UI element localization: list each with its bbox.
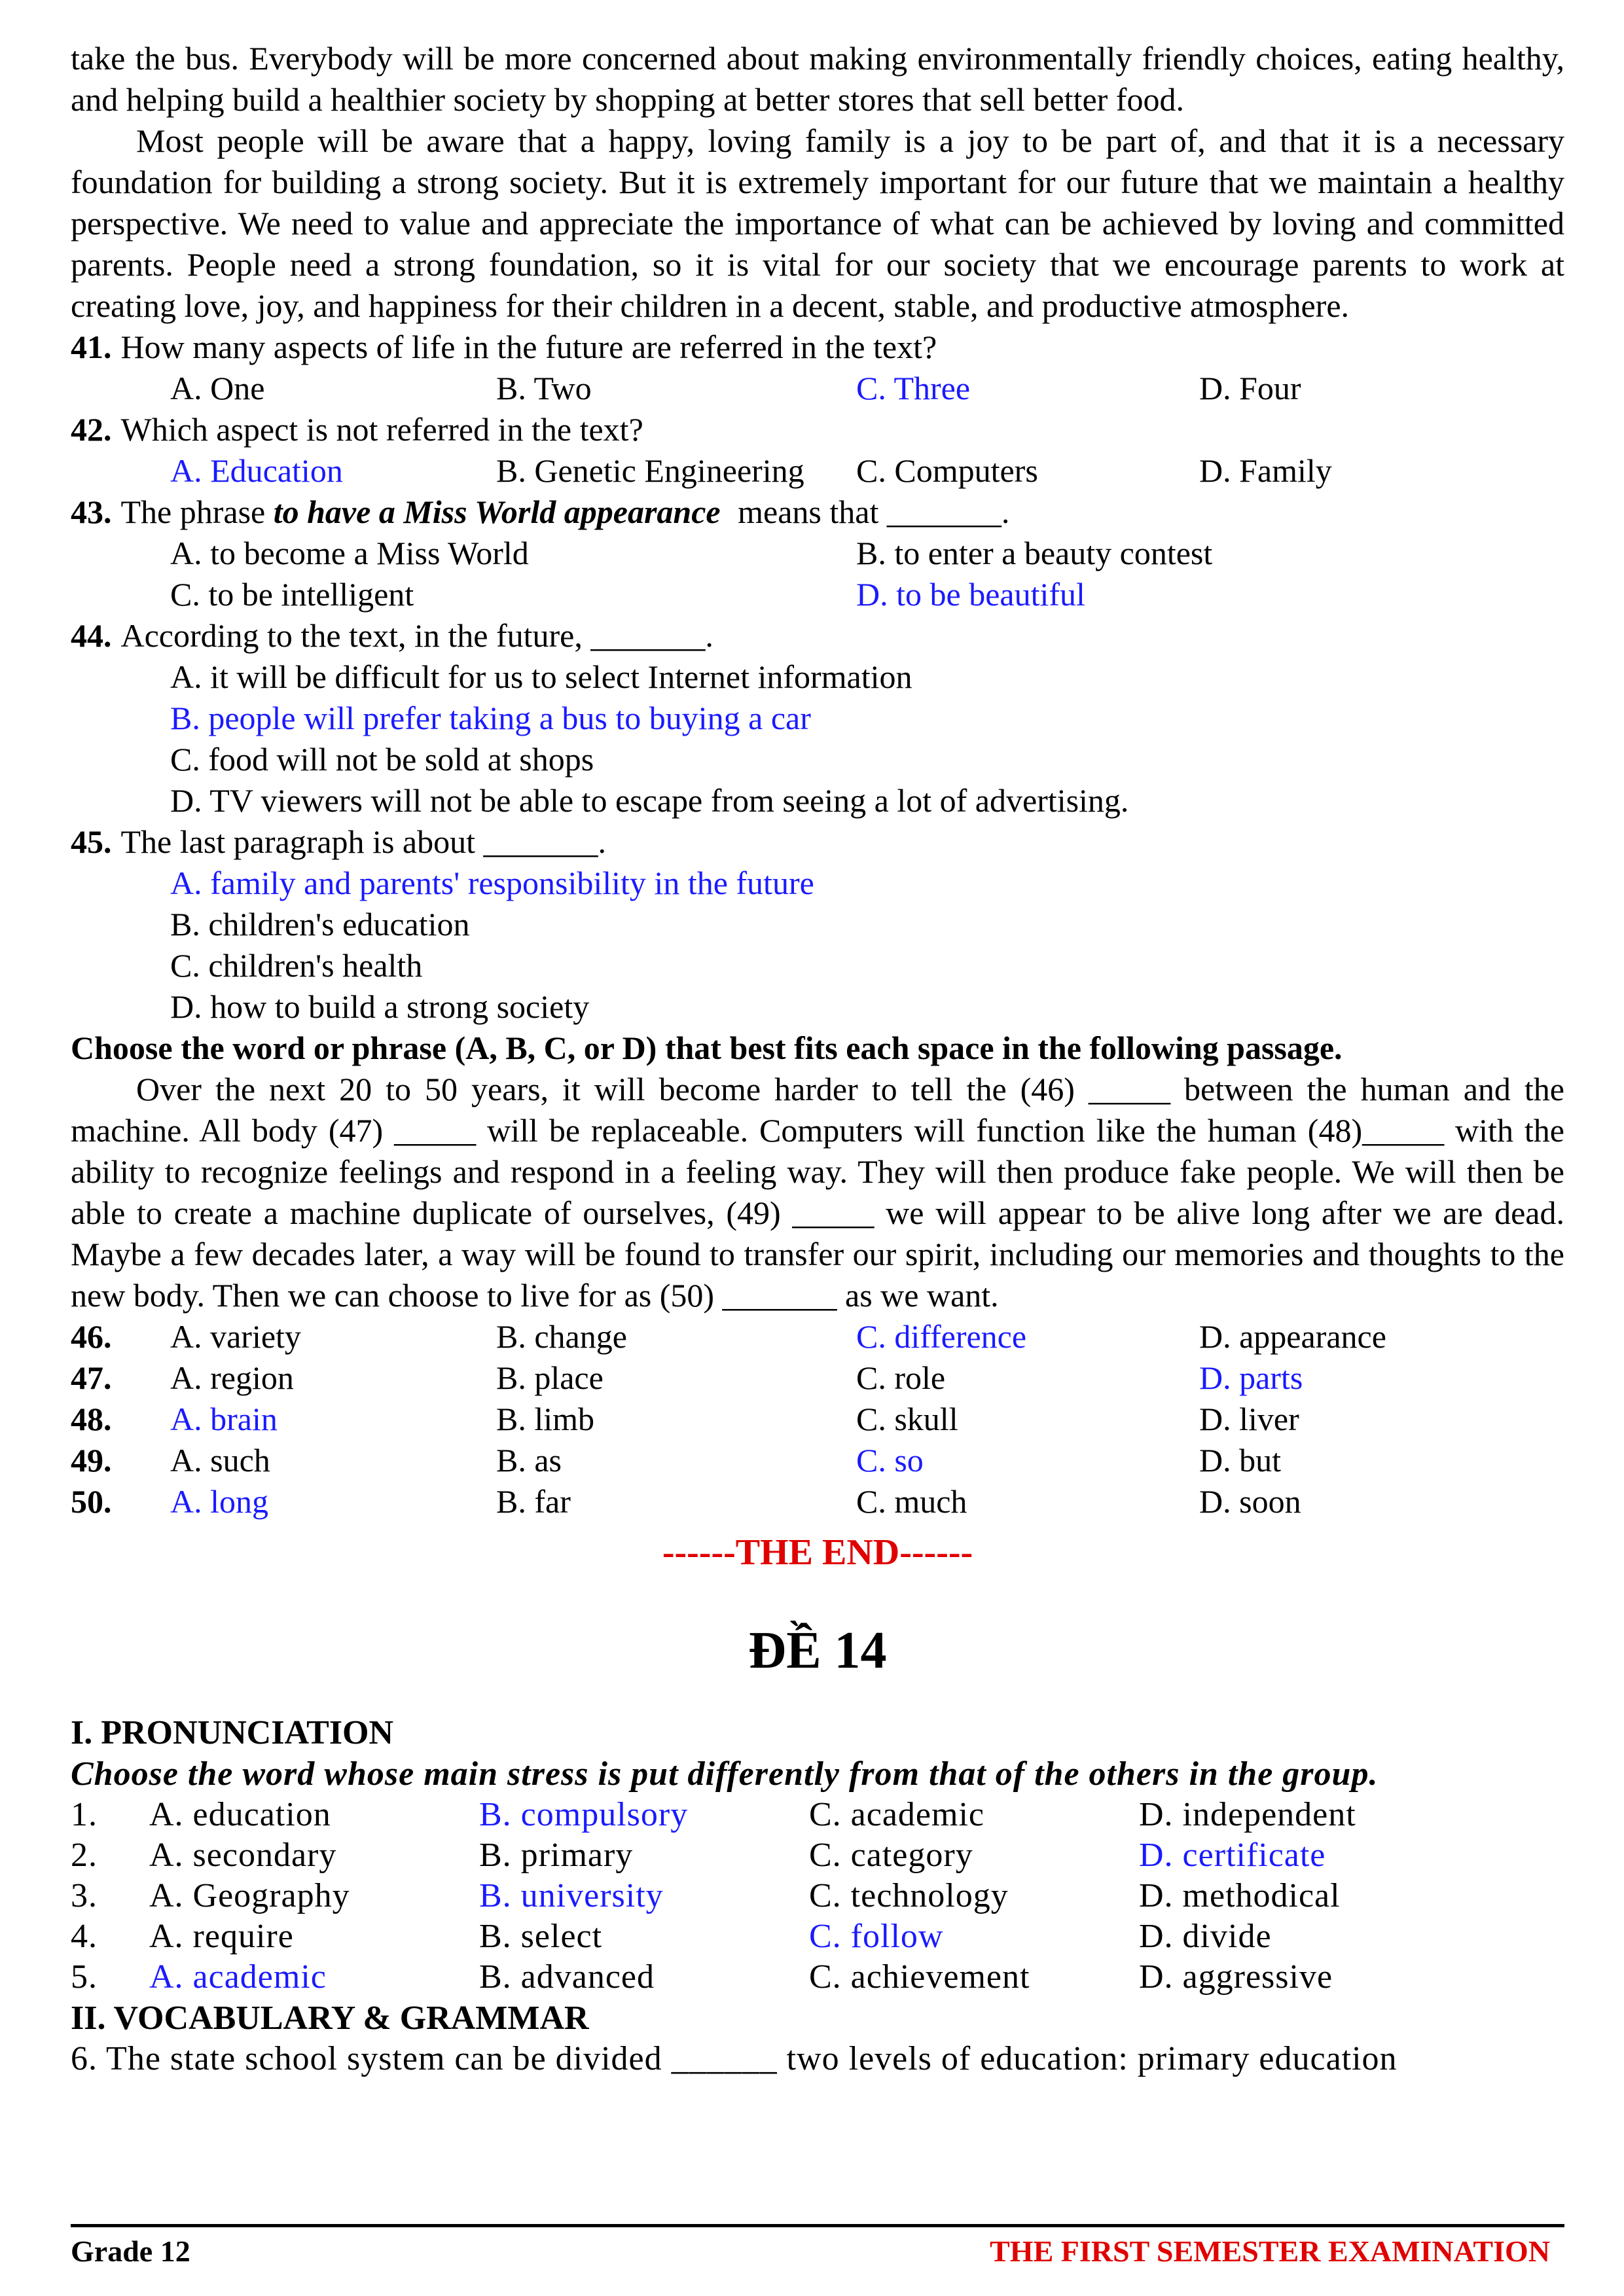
option-b-answer: B. compulsory — [479, 1796, 689, 1833]
cloze-passage: Over the next 20 to 50 years, it will become harder to tell the (46) _____ between the human and the machine. All body (47) _____ will be replaceable. Computers will function like the human (48)_____ with the ability to recognize feelings and respond in a feeling way. They will then produce fake people. We will then be able to create a machine duplicate of ourselves, (49) _____ we will appear to be alive long after we are dead. Maybe a few decades later, a way will be found to transfer our spirit, including our memories and thoughts to the new body. Then we can choose to live for as (50) _______ as we want. — [71, 1071, 1564, 1314]
option-d: D. appearance — [1199, 1318, 1386, 1355]
question-43 — [71, 492, 1564, 533]
passage-paragraph: take the bus. Everybody will be more concerned about making environmentally friendly choices, eating healthy, and helping build a healthier society by shopping at better stores that sell better food. — [71, 40, 1564, 118]
option-c: C. food will not be sold at shops — [170, 741, 594, 778]
option-b: B. primary — [479, 1837, 634, 1874]
cloze-item-47 — [71, 1357, 1564, 1399]
option-b-answer: B. people will prefer taking a bus to buying a car — [170, 700, 811, 736]
option-d: D. divide — [1139, 1918, 1272, 1955]
option-c: C. children's health — [170, 947, 423, 984]
pronunciation-item-4 — [71, 1916, 1564, 1957]
pronunciation-item-3 — [71, 1876, 1564, 1916]
question-45 — [71, 821, 1564, 863]
question-number: 5. — [71, 1958, 98, 1996]
question-number: 3. — [71, 1877, 98, 1914]
option-d: D. but — [1199, 1442, 1281, 1479]
option-a: A. it will be difficult for us to select Internet information — [170, 658, 912, 695]
section-instruction: Choose the word whose main stress is put differently from that of the others in the group. — [71, 1755, 1379, 1793]
option-b: B. children's education — [170, 906, 470, 942]
question-number: 49. — [71, 1442, 112, 1479]
option-a: A. education — [149, 1796, 331, 1833]
the-end-banner: ------THE END------ — [662, 1532, 973, 1573]
footer-divider — [71, 2224, 1564, 2227]
option-c: C. technology — [809, 1877, 1009, 1914]
option-d: D. methodical — [1139, 1877, 1341, 1914]
exam-page — [71, 38, 1564, 2079]
cloze-item-48 — [71, 1399, 1564, 1440]
option-b: B. Two — [496, 370, 592, 406]
option-b: B. far — [496, 1483, 571, 1520]
option-d: D. Four — [1199, 370, 1301, 406]
option-a: A. variety — [170, 1318, 301, 1355]
option-b: B. limb — [496, 1401, 595, 1437]
option-a: A. Geography — [149, 1877, 350, 1914]
question-text: According to the text, in the future, _______. — [120, 617, 713, 654]
question-number: 43. — [71, 493, 112, 530]
option-c-answer: C. difference — [856, 1318, 1027, 1355]
option-c: C. Computers — [856, 452, 1038, 489]
option-d: D. Family — [1199, 452, 1332, 489]
pronunciation-item-1 — [71, 1795, 1564, 1835]
option-b: B. advanced — [479, 1958, 655, 1996]
option-a: A. secondary — [149, 1837, 337, 1874]
option-a: A. One — [170, 370, 265, 406]
footer-grade: Grade 12 — [71, 2234, 190, 2268]
option-d: D. soon — [1199, 1483, 1301, 1520]
passage-paragraph: Most people will be aware that a happy, loving family is a joy to be part of, and that it is a necessary foundation for building a strong society. But it is extremely important for our future that we maintain a healthy perspective. We need to value and appreciate the importance of what can be achieved by loving and committed parents. People need a strong foundation, so it is vital for our society that we encourage parents to work at creating love, joy, and happiness for their children in a decent, stable, and productive atmosphere. — [71, 122, 1564, 324]
option-d: D. how to build a strong society — [170, 988, 590, 1025]
question-number: 48. — [71, 1401, 112, 1437]
exam-title: ĐỀ 14 — [748, 1622, 887, 1679]
section-heading: I. PRONUNCIATION — [71, 1714, 394, 1751]
option-a-answer: A. family and parents' responsibility in the future — [170, 865, 814, 901]
option-d: D. liver — [1199, 1401, 1299, 1437]
options-43-row2 — [71, 574, 1564, 615]
question-text: Which aspect is not referred in the text? — [120, 411, 643, 448]
option-a-answer: A. long — [170, 1483, 268, 1520]
option-a-answer: A. brain — [170, 1401, 278, 1437]
option-a: A. such — [170, 1442, 270, 1479]
cloze-item-49 — [71, 1440, 1564, 1481]
option-c: C. skull — [856, 1401, 958, 1437]
question-text: The phrase — [120, 493, 274, 530]
question-44 — [71, 615, 1564, 656]
option-b: B. Genetic Engineering — [496, 452, 804, 489]
option-a: A. to become a Miss World — [170, 535, 529, 571]
question-number: 50. — [71, 1483, 112, 1520]
question-number: 46. — [71, 1318, 112, 1355]
key-phrase: to have a Miss World appearance — [273, 493, 721, 530]
question-number: 1. — [71, 1796, 98, 1833]
option-b: B. select — [479, 1918, 603, 1955]
option-c-answer: C. follow — [809, 1918, 944, 1955]
option-c: C. achievement — [809, 1958, 1030, 1996]
cloze-item-46 — [71, 1316, 1564, 1357]
question-41 — [71, 327, 1564, 368]
question-number: 41. — [71, 329, 112, 365]
question-number: 2. — [71, 1837, 98, 1874]
question-6: 6. The state school system can be divided ______ two levels of education: primary education — [71, 2040, 1398, 2077]
footer-exam-title: THE FIRST SEMESTER EXAMINATION — [990, 2234, 1550, 2268]
option-d: D. aggressive — [1139, 1958, 1333, 1996]
option-a-answer: A. academic — [149, 1958, 327, 1996]
page-footer — [71, 2232, 1564, 2271]
option-c-answer: C. so — [856, 1442, 924, 1479]
option-d-answer: D. to be beautiful — [856, 576, 1085, 613]
question-number: 44. — [71, 617, 112, 654]
cloze-instruction: Choose the word or phrase (A, B, C, or D) that best fits each space in the following passage. — [71, 1030, 1343, 1066]
option-d-answer: D. parts — [1199, 1359, 1303, 1396]
option-d-answer: D. certificate — [1139, 1837, 1326, 1874]
question-text: The last paragraph is about _______. — [120, 823, 606, 860]
question-number: 45. — [71, 823, 112, 860]
options-41 — [71, 368, 1564, 409]
question-text: means that _______. — [729, 493, 1010, 530]
option-a: A. region — [170, 1359, 294, 1396]
option-c: C. to be intelligent — [170, 576, 414, 613]
option-a: A. require — [149, 1918, 294, 1955]
option-c-answer: C. Three — [856, 370, 971, 406]
option-b: B. as — [496, 1442, 562, 1479]
option-b: B. change — [496, 1318, 627, 1355]
option-c: C. role — [856, 1359, 946, 1396]
pronunciation-item-5 — [71, 1957, 1564, 1998]
question-text: How many aspects of life in the future are referred in the text? — [120, 329, 937, 365]
question-number: 42. — [71, 411, 112, 448]
question-number: 47. — [71, 1359, 112, 1396]
option-d: D. TV viewers will not be able to escape from seeing a lot of advertising. — [170, 782, 1129, 819]
question-number: 4. — [71, 1918, 98, 1955]
question-42 — [71, 409, 1564, 450]
cloze-item-50 — [71, 1481, 1564, 1522]
option-c: C. academic — [809, 1796, 984, 1833]
option-b: B. to enter a beauty contest — [856, 535, 1213, 571]
options-43-row1 — [71, 533, 1564, 574]
section-heading: II. VOCABULARY & GRAMMAR — [71, 2000, 589, 2037]
option-c: C. category — [809, 1837, 973, 1874]
option-a-answer: A. Education — [170, 452, 343, 489]
option-b-answer: B. university — [479, 1877, 664, 1914]
pronunciation-item-2 — [71, 1835, 1564, 1876]
option-c: C. much — [856, 1483, 967, 1520]
option-b: B. place — [496, 1359, 604, 1396]
options-42 — [71, 450, 1564, 492]
option-d: D. independent — [1139, 1796, 1356, 1833]
